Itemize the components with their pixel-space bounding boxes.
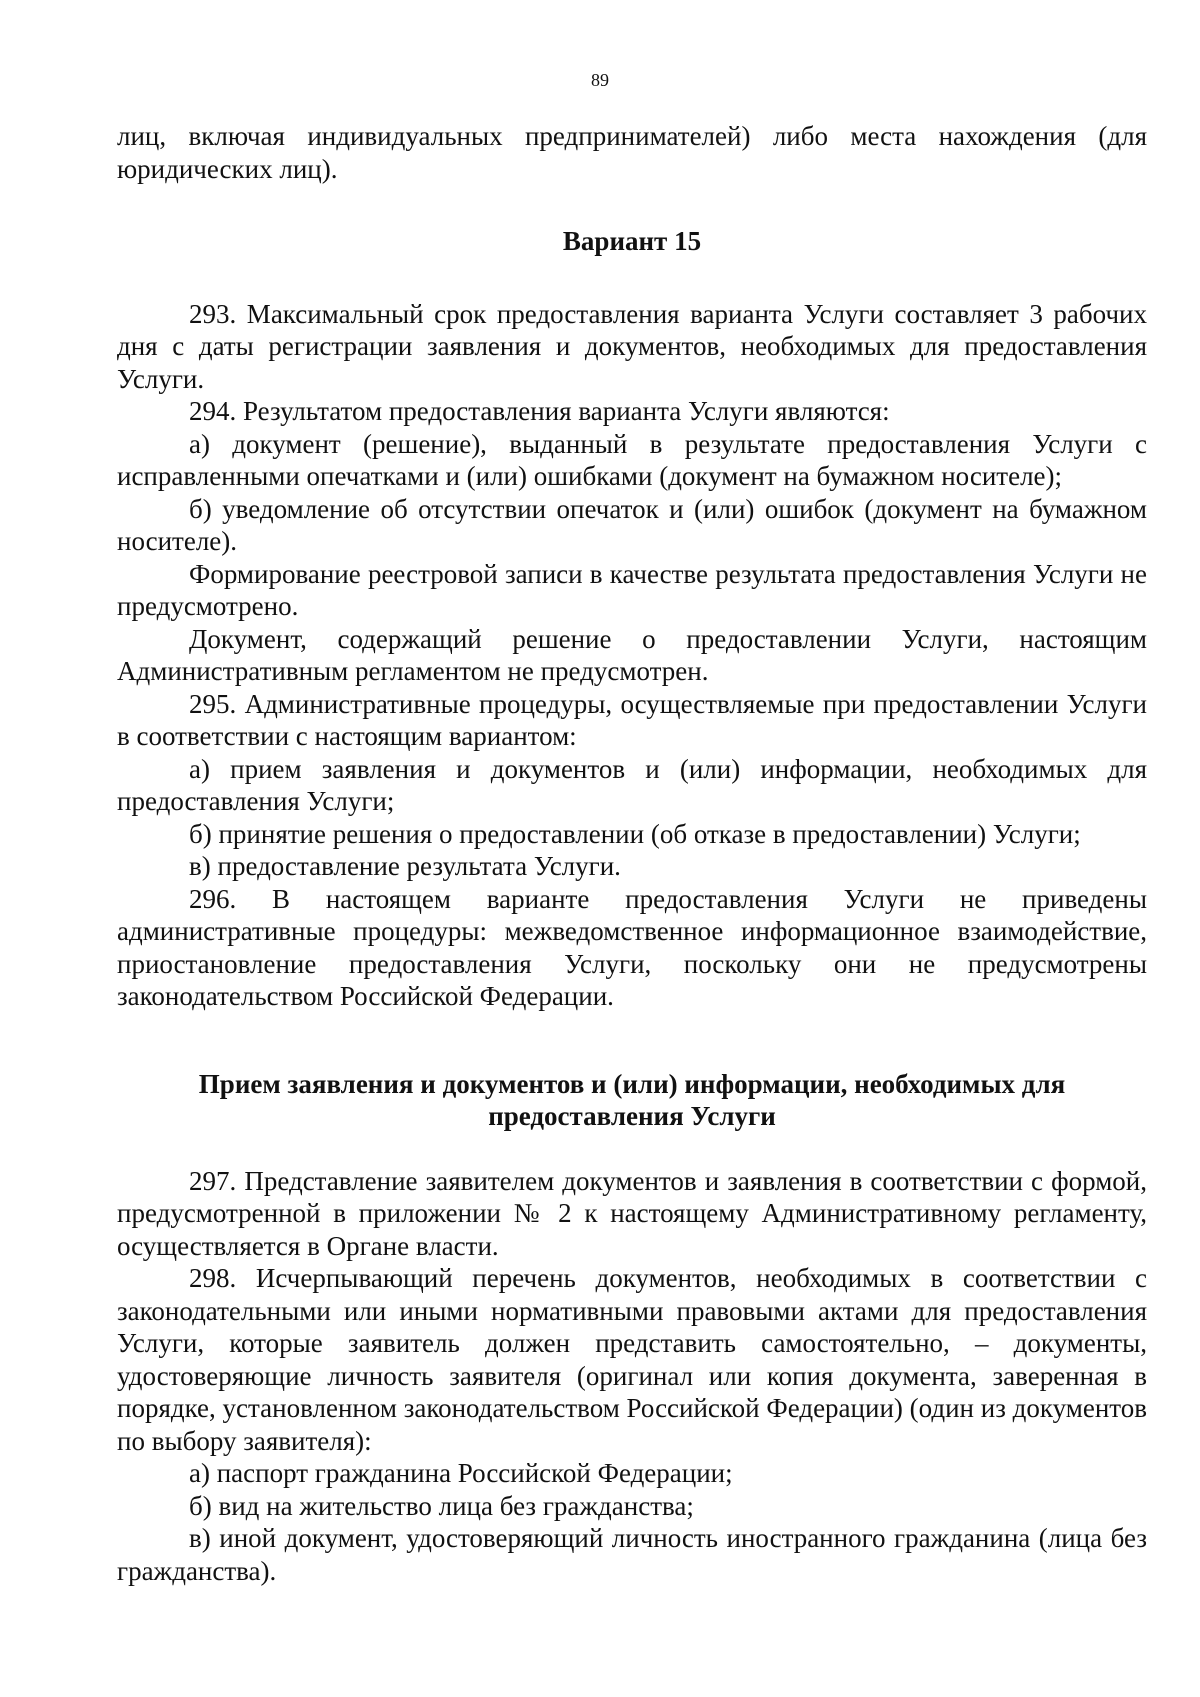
list-item-298-c: в) иной документ, удостоверяющий личность иностранного гражданина (лица без гражданства). [117, 1523, 1147, 1586]
paragraph-293: 293. Максимальный срок предоставления варианта Услуги составляет 3 рабочих дня с даты регистрации заявления и документов, необходимых для предоставления Услуги. [117, 298, 1147, 394]
list-item-295-a: а) прием заявления и документов и (или) информации, необходимых для предоставления Услуги; [117, 753, 1147, 816]
page-number: 89 [591, 70, 609, 90]
list-item-295-c: в) предоставление результата Услуги. [189, 851, 621, 881]
list-item-294-b: б) уведомление об отсутствии опечаток и (или) ошибок (документ на бумажном носителе). [117, 493, 1147, 556]
paragraph-297: 297. Представление заявителем документов и заявления в соответствии с формой, предусмотренной в приложении № 2 к настоящему Административному регламенту, осуществляется в Органе власти. [117, 1165, 1147, 1261]
list-item-294-a: а) документ (решение), выданный в результате предоставления Услуги с исправленными опечатками и (или) ошибками (документ на бумажном носителе); [117, 428, 1147, 491]
variant-heading: Вариант 15 [562, 226, 702, 256]
paragraph-294: 294. Результатом предоставления варианта Услуги являются: [189, 396, 890, 426]
document-body [117, 120, 1147, 1587]
paragraph-296: 296. В настоящем варианте предоставления Услуги не приведены административные процедуры: межведомственное информационное взаимодействие, приостановление предоставления Услуги, поскольку они не предусмотрены законодательством Российской Федерации. [117, 883, 1147, 1011]
list-item-295-b: б) принятие решения о предоставлении (об отказе в предоставлении) Услуги; [189, 818, 1081, 849]
paragraph-decision-note: Документ, содержащий решение о предоставлении Услуги, настоящим Административным регламентом не предусмотрен. [117, 623, 1147, 686]
paragraph-298: 298. Исчерпывающий перечень документов, необходимых в соответствии с законодательными или иными нормативными правовыми актами для предоставления Услуги, которые заявитель должен представить самостоятельно, – документы, удостоверяющие личность заявителя (оригинал или копия документа, заверенная в порядке, установленном законодательством Российской Федерации) (один из документов по выбору заявителя): [117, 1263, 1147, 1456]
paragraph-295: 295. Административные процедуры, осуществляемые при предоставлении Услуги в соответствии с настоящим вариантом: [117, 688, 1147, 751]
list-item-298-b: б) вид на жительство лица без гражданства; [189, 1490, 694, 1521]
list-item-298-a: а) паспорт гражданина Российской Федерации; [189, 1458, 733, 1488]
paragraph-registry-note: Формирование реестровой записи в качестве результата предоставления Услуги не предусмотрено. [117, 558, 1147, 621]
section-heading: Прием заявления и документов и (или) информации, необходимых для предоставления Услуги [198, 1068, 1066, 1131]
intro-paragraph: лиц, включая индивидуальных предпринимателей) либо места нахождения (для юридических лиц). [117, 121, 1147, 184]
